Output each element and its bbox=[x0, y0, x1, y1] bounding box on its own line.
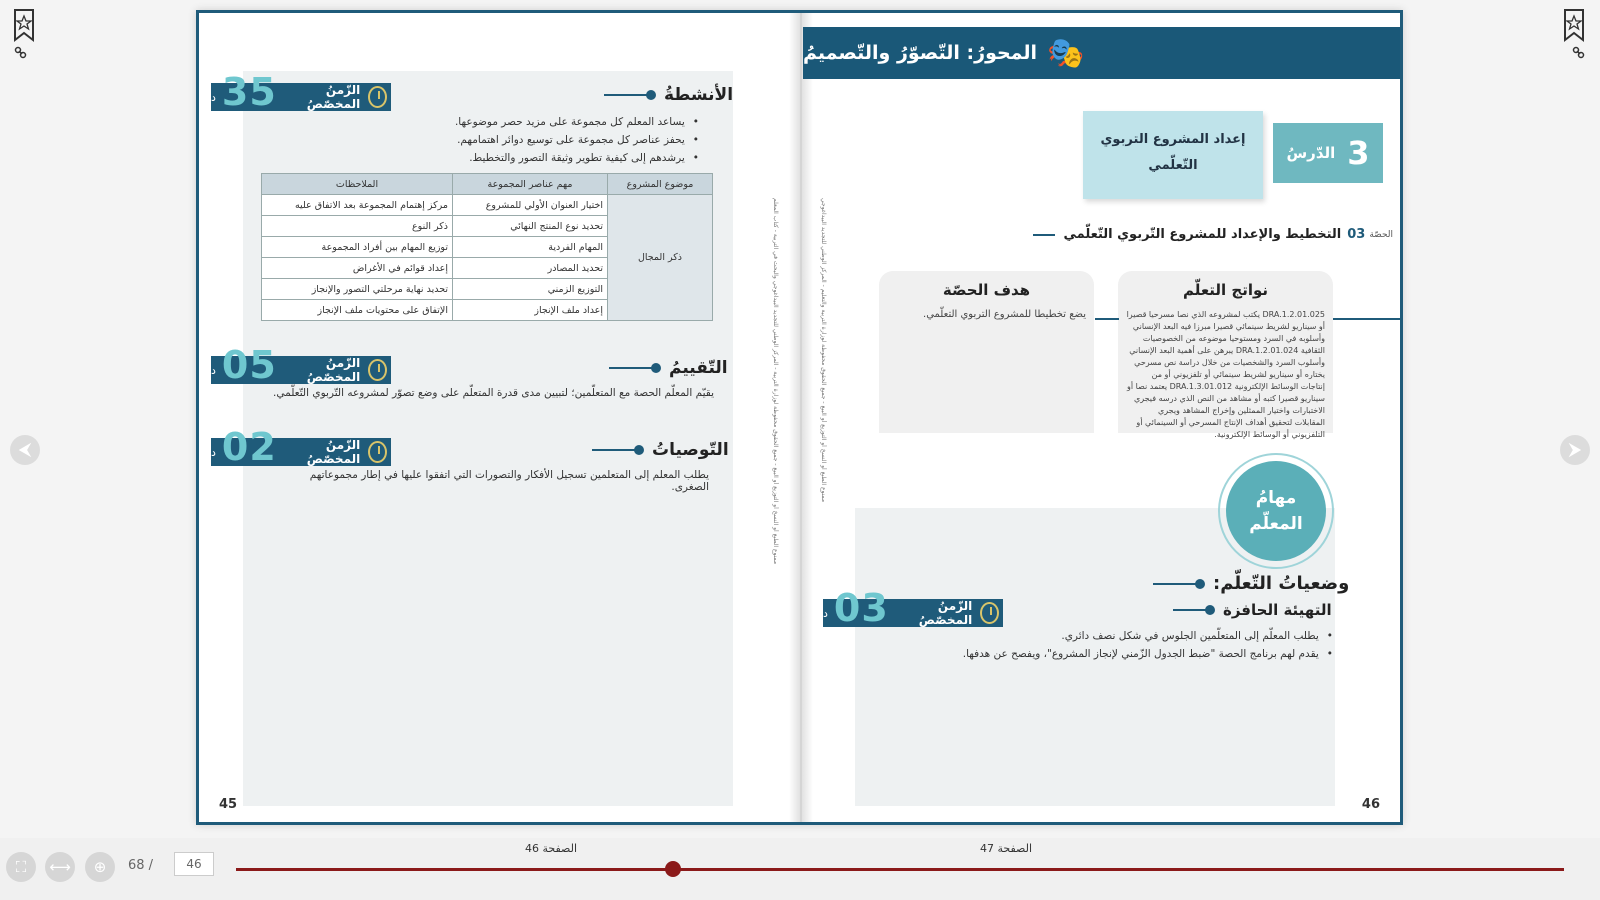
table-row bbox=[262, 195, 713, 216]
list-item: • يقدم لهم برنامج الحصة "ضبط الجدول الزّمني لإنجاز المشروع"، ويفصح عن هدفها. bbox=[883, 648, 1333, 660]
time-value: 02 bbox=[221, 425, 277, 469]
connector-line bbox=[1095, 318, 1119, 320]
lesson-label: الدّرسُ bbox=[1286, 144, 1336, 162]
bookmark-left-button[interactable] bbox=[12, 8, 38, 60]
table-header-row bbox=[262, 174, 713, 195]
table-cell: مركز إهتمام المجموعة بعد الاتفاق عليه bbox=[262, 195, 453, 216]
outcomes-card bbox=[1118, 271, 1333, 439]
table-cell: الإتفاق على محتويات ملف الإنجاز bbox=[262, 300, 453, 321]
next-page-button[interactable] bbox=[1560, 435, 1590, 465]
title-line bbox=[609, 367, 659, 369]
section-title-text: وضعياتُ التّعلّم: bbox=[1213, 573, 1350, 594]
title-line bbox=[1153, 583, 1203, 585]
section-title-text: الأنشطةُ bbox=[664, 85, 734, 105]
title-line bbox=[1173, 609, 1213, 611]
table-cell: المهام الفردية bbox=[453, 237, 608, 258]
time-unit: د bbox=[823, 606, 828, 620]
time-bar-evaluation bbox=[211, 343, 391, 387]
connector-line bbox=[1333, 318, 1400, 320]
goal-title: هدف الحصّة bbox=[942, 281, 1031, 299]
bookmark-star-icon bbox=[1562, 8, 1588, 60]
list-item: • يطلب المعلّم إلى المتعلّمين الجلوس في شكل نصف دائري. bbox=[883, 630, 1333, 642]
book-spread bbox=[196, 10, 1403, 825]
fit-width-icon: ⟷ bbox=[49, 858, 71, 876]
time-bar-recommendations bbox=[211, 425, 391, 469]
time-unit: د bbox=[211, 363, 216, 377]
table-cell-merged: ذكر المجال bbox=[608, 195, 713, 321]
table-cell: تحديد المصادر bbox=[453, 258, 608, 279]
time-value: 35 bbox=[221, 70, 277, 114]
table-header: موضوع المشروع bbox=[608, 174, 713, 195]
vertical-copyright-note: ممنوع الطبع أو النسخ أو التوزيع أو البيع - جميع الحقوق محفوظة لوزارة التربية - المركز الوطني للتجديد البيداغوجي والبحث في التربية - كتاب المعلم bbox=[772, 198, 779, 565]
section-title-text: التّوصياتُ bbox=[652, 440, 729, 460]
total-pages: 68 / bbox=[128, 858, 154, 873]
time-bar-learning bbox=[823, 586, 1003, 630]
session-number: 03 bbox=[1347, 227, 1366, 242]
title-line bbox=[604, 94, 654, 96]
clock-icon bbox=[368, 86, 387, 108]
clock-icon bbox=[980, 602, 999, 624]
time-bar-activities bbox=[211, 70, 391, 114]
outcomes-title: نواتج التعلّم bbox=[1182, 281, 1269, 299]
lesson-title-box bbox=[1083, 111, 1263, 199]
fit-width-button[interactable] bbox=[45, 852, 75, 882]
recommendations-text: يطلب المعلم إلى المتعلمين تسجيل الأفكار والتصورات التي اتفقوا عليها في إطار مجموعاتهم الصغرى. bbox=[309, 469, 709, 493]
vertical-copyright-note: ممنوع الطبع أو النسخ أو التوزيع أو البيع - جميع الحقوق محفوظة لوزارة التربية والتعليم - المركز الوطني للتجديد البيداغوجي bbox=[820, 198, 827, 503]
time-value: 05 bbox=[221, 343, 277, 387]
slider-label-left: الصفحة 46 bbox=[525, 842, 578, 855]
learning-list bbox=[883, 630, 1333, 666]
table-cell: التوزيع الزمني bbox=[453, 279, 608, 300]
list-item: • يحفز عناصر كل مجموعة على توسيع دوائر اهتمامهم. bbox=[279, 134, 699, 146]
clock-icon bbox=[368, 441, 387, 463]
lesson-title-line: التّعلّمي bbox=[1148, 158, 1198, 173]
page-left bbox=[199, 13, 799, 822]
lesson-title-line: إعداد المشروع التربوي bbox=[1100, 132, 1246, 147]
page-number-input[interactable] bbox=[174, 852, 214, 876]
table-cell: توزيع المهام بين أفراد المجموعة bbox=[262, 237, 453, 258]
section-title-text: التّقييمُ bbox=[669, 358, 728, 378]
fullscreen-button[interactable] bbox=[6, 852, 36, 882]
clock-icon bbox=[368, 359, 387, 381]
bottom-toolbar bbox=[0, 838, 1600, 900]
table-header: مهم عناصر المجموعة bbox=[453, 174, 608, 195]
link-icon bbox=[16, 48, 26, 58]
goal-text: يضع تخطيطا للمشروع التربوي التعلّمي. bbox=[923, 309, 1086, 320]
unit-title: المحورُ: التّصوّرُ والتّصميمُ bbox=[803, 42, 1038, 64]
bookmark-right-button[interactable] bbox=[1562, 8, 1588, 60]
link-icon bbox=[1574, 48, 1584, 58]
teacher-tasks-line: مهامُ bbox=[1255, 488, 1297, 508]
evaluation-text: يقيّم المعلّم الحصة مع المتعلّمين؛ لتبيين مدى قدرة المتعلّم على وضع تصوّر لمشروعه التّربوي التّعلّمي. bbox=[273, 387, 714, 399]
page-slider-track[interactable] bbox=[236, 868, 1564, 871]
title-line bbox=[592, 449, 642, 451]
outcomes-text: DRA.1.2.01.025 يكتب لمشروعه الذي نصا مسرحيا قصيرا أو سيناريو لشريط سينمائي قصيرا مبرزا فيه البعد الإنساني وأسلوبه في السرد ومستوحيا موضوعه من الخصوصيات الثقافية DRA.1.2.01.024 يبرهن على أهمية البعد الإنساني وأسلوب السرد والشخصيات من خلال دراسة نص مسرحي يختاره أو سيناريو لشريط سينمائي أو تلفزيوني أو من إنتاجات الوسائط الإلكترونية DRA.1.3.01.012 يعتمد نصا أو سيناريو قصيرا كتبه أو مشاهد من النص الذي درسه فيجري الاختبارات واختيار الممثلين وإخراج المشاهد ويجري المقابلات لتحقيق أهداف الإنتاج المسرحي أو السينمائي أو التلفزيوني أو الوسائط الإلكترونية. bbox=[1126, 310, 1325, 439]
lesson-tag bbox=[1273, 123, 1383, 183]
session-label: الحصّة bbox=[1369, 229, 1393, 240]
lesson-number: 3 bbox=[1347, 134, 1370, 172]
title-line bbox=[1033, 234, 1055, 236]
session-heading bbox=[1033, 227, 1393, 242]
section-title-text: التهيئة الحافزة bbox=[1223, 601, 1332, 619]
zoom-button[interactable] bbox=[85, 852, 115, 882]
bookmark-star-icon bbox=[12, 8, 38, 60]
time-label: الزّمنُ المخصّصُ bbox=[306, 438, 361, 466]
table-cell: تحديد نهاية مرحلتي التصور والإنجاز bbox=[262, 279, 453, 300]
time-unit: د bbox=[211, 90, 216, 104]
time-label: الزّمنُ المخصّصُ bbox=[918, 599, 973, 627]
section-subtitle-motivation bbox=[1173, 601, 1332, 619]
time-unit: د bbox=[211, 445, 216, 459]
section-title-recommendations bbox=[592, 440, 729, 460]
table-cell: إعداد قوائم في الأغراض bbox=[262, 258, 453, 279]
list-item: • يرشدهم إلى كيفية تطوير وثيقة التصور والتخطيط. bbox=[279, 152, 699, 164]
page-number: 45 bbox=[219, 797, 238, 812]
list-item: • يساعد المعلم كل مجموعة على مزيد حصر موضوعها. bbox=[279, 116, 699, 128]
table-cell: اختيار العنوان الأولي للمشروع bbox=[453, 195, 608, 216]
time-value: 03 bbox=[833, 586, 889, 630]
page-number: 46 bbox=[1361, 797, 1380, 812]
arrow-left-icon: ⮜ bbox=[18, 439, 32, 460]
teacher-tasks-line: المعلّم bbox=[1249, 514, 1303, 534]
slider-label-right: الصفحة 47 bbox=[980, 842, 1033, 855]
table-cell: تحديد نوع المنتج النهائي bbox=[453, 216, 608, 237]
section-title-activities bbox=[604, 85, 733, 105]
time-label: الزّمنُ المخصّصُ bbox=[306, 83, 361, 111]
time-label: الزّمنُ المخصّصُ bbox=[306, 356, 361, 384]
unit-banner bbox=[803, 27, 1400, 79]
project-table bbox=[261, 173, 713, 321]
section-title-evaluation bbox=[609, 358, 728, 378]
table-cell: ذكر النوع bbox=[262, 216, 453, 237]
fullscreen-icon: ⛶ bbox=[15, 858, 27, 876]
arrow-right-icon: ⮞ bbox=[1568, 439, 1582, 460]
table-cell: إعداد ملف الإنجاز bbox=[453, 300, 608, 321]
zoom-icon: ⊕ bbox=[93, 858, 107, 876]
goal-card bbox=[879, 271, 1094, 433]
activities-list bbox=[279, 116, 699, 170]
session-title: التخطيط والإعداد للمشروع التّربوي التّعلّمي bbox=[1063, 227, 1342, 242]
teacher-tasks-badge bbox=[1218, 453, 1334, 569]
learning-situations-title bbox=[1153, 573, 1349, 594]
prev-page-button[interactable] bbox=[10, 435, 40, 465]
theater-masks-icon: 🎭 bbox=[1047, 35, 1085, 71]
teacher-tasks-inner bbox=[1226, 461, 1326, 561]
table-header: الملاحظات bbox=[262, 174, 453, 195]
page-slider-thumb[interactable] bbox=[665, 861, 681, 877]
page-right bbox=[803, 13, 1400, 822]
